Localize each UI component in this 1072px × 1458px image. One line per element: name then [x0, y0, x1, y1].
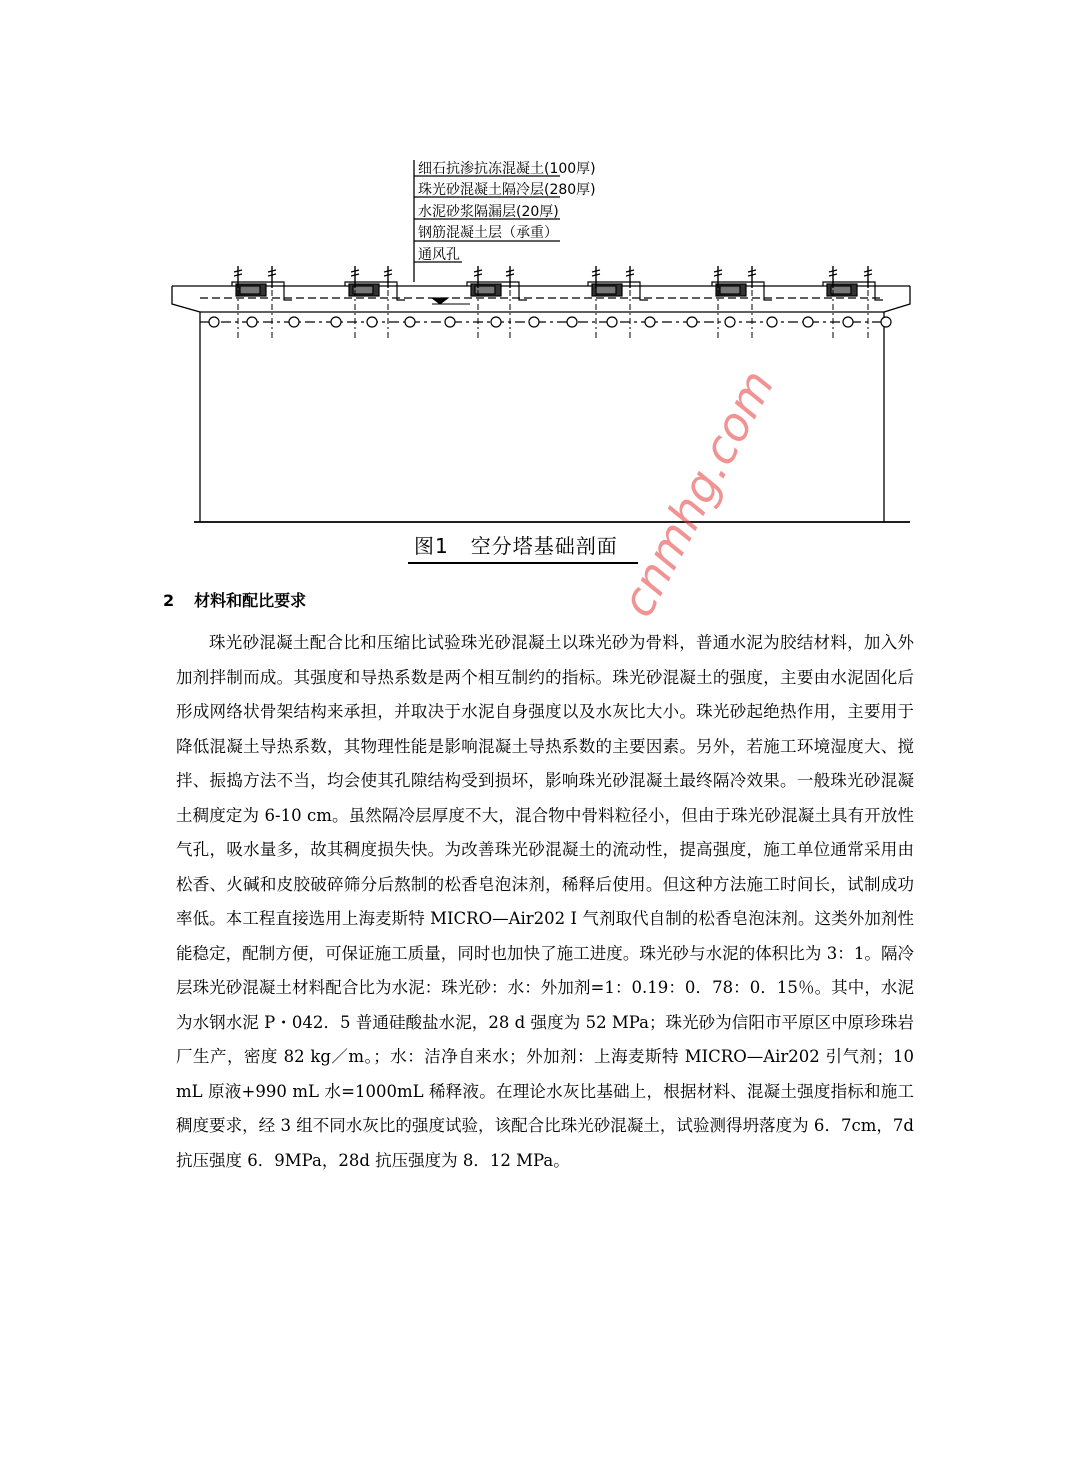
figure-caption [408, 528, 638, 564]
ventilation-hole [405, 317, 415, 327]
watermark-text: cnmhg.com [610, 361, 785, 626]
notch-block [232, 282, 292, 300]
layer-label-2: 珠光砂混凝土隔冷层(280厚) [418, 182, 596, 198]
notch-block [823, 282, 883, 300]
ventilation-hole [331, 317, 341, 327]
notch-block [467, 282, 527, 300]
section-heading [163, 588, 306, 611]
notch-block [712, 282, 772, 300]
anchor-bolt [748, 266, 756, 288]
anchor-bolt [268, 266, 276, 288]
ventilation-hole [445, 317, 455, 327]
figure-caption-text: 图1 空分塔基础剖面 [414, 534, 618, 558]
anchor-bolt [864, 266, 872, 288]
ventilation-hole [247, 317, 257, 327]
ventilation-hole [687, 317, 697, 327]
ventilation-hole [491, 317, 501, 327]
section-title: 材料和配比要求 [194, 591, 307, 610]
notch-block [588, 282, 648, 300]
ventilation-hole [529, 317, 539, 327]
ventilation-hole [881, 317, 891, 327]
anchor-bolt [384, 266, 392, 288]
section-number: 2 [163, 591, 175, 610]
ventilation-hole [645, 317, 655, 327]
ventilation-hole [289, 317, 299, 327]
body-paragraph: 珠光砂混凝土配合比和压缩比试验珠光砂混凝土以珠光砂为骨料，普通水泥为胶结材料，加入外加剂拌制而成。其强度和导热系数是两个相互制约的指标。珠光砂混凝土的强度，主要由水泥固化后形成网络状骨架结构来承担，并取决于水泥自身强度以及水灰比大小。珠光砂起绝热作用，主要用于降低混凝土导热系数，其物理性能是影响混凝土导热系数的主要因素。另外，若施工环境湿度大、搅拌、振捣方法不当，均会使其孔隙结构受到损坏，影响珠光砂混凝土最终隔冷效果。一般珠光砂混凝土稠度定为 6-10 cm。虽然隔冷层厚度不大，混合物中骨料粒径小，但由于珠光砂混凝土具有开放性气孔，吸水量多，故其稠度损失快。为改善珠光砂混凝土的流动性，提高强度，施工单位通常采用由松香、火碱和皮胶破碎筛分后熬制的松香皂泡沫剂，稀释后使用。但这种方法施工时间长，试制成功率低。本工程直接选用上海麦斯特 MICRO—Air202 I 气剂取代自制的松香皂泡沫剂。这类外加剂性能稳定，配制方便，可保证施工质量，同时也加快了施工进度。珠光砂与水泥的体积比为 3：1。隔冷层珠光砂混凝土材料配合比为水泥：珠光砂：水：外加剂=1：0.19：0．78：0．15％。其中，水泥为水钢水泥 P・042．5 普通硅酸盐水泥，28 d 强度为 52 MPa；珠光砂为信阳市平原区中原珍珠岩厂生产，密度 82 kg／m。；水：洁净自来水；外加剂：上海麦斯特 MICRO—Air202 引气剂；10 mL 原液+990 mL 水=1000mL 稀释液。在理论水灰比基础上，根据材料、混凝土强度指标和施工稠度要求，经 3 组不同水灰比的强度试验，该配合比珠光砂混凝土，试验测得坍落度为 6．7cm，7d 抗压强度 6．9MPa，28d 抗压强度为 8．12 MPa。 [176, 633, 914, 1170]
ventilation-hole [607, 317, 617, 327]
layer-label-1: 细石抗渗抗冻混凝土(100厚) [418, 161, 596, 177]
ventilation-hole [767, 317, 777, 327]
foundation-section-figure [0, 0, 1072, 580]
ventilation-hole [209, 317, 219, 327]
ventilation-hole [567, 317, 577, 327]
ventilation-hole [367, 317, 377, 327]
layer-label-4: 钢筋混凝土层（承重） [418, 225, 558, 241]
layer-label-5: 通风孔 [418, 247, 460, 263]
anchor-bolt [626, 266, 634, 288]
anchor-bolt [506, 266, 514, 288]
ventilation-hole [725, 317, 735, 327]
notch-block [345, 282, 405, 300]
layer-label-3: 水泥砂浆隔漏层(20厚) [418, 204, 559, 220]
ventilation-hole [803, 317, 813, 327]
ventilation-hole [843, 317, 853, 327]
